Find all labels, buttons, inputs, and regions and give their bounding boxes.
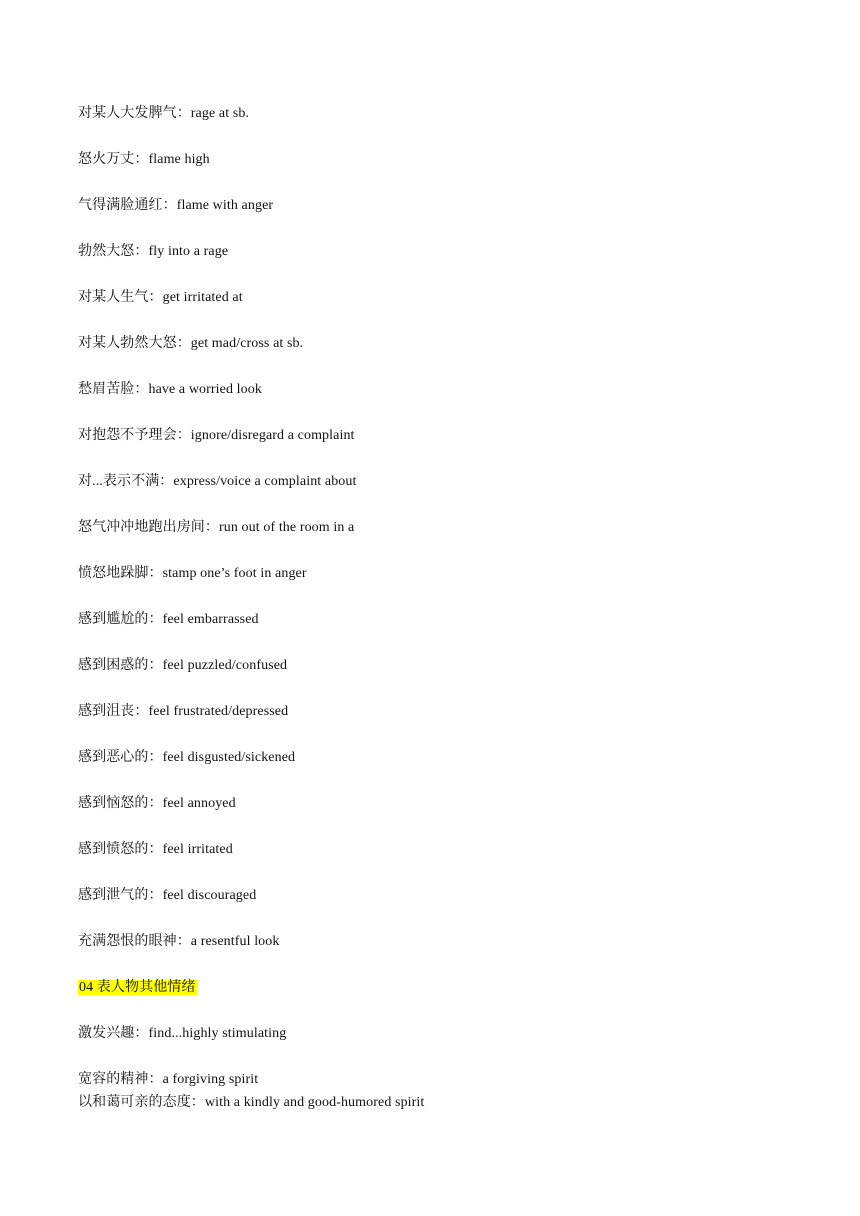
vocab-line-discouraged: 感到泄气的：feel discouraged: [78, 888, 257, 903]
vocab-line-embarrassed: 感到尴尬的：feel embarrassed: [78, 612, 259, 627]
vocab-line-voice-complaint: 对...表示不满：express/voice a complaint about: [78, 474, 357, 489]
vocab-line-disgusted: 感到恶心的：feel disgusted/sickened: [78, 750, 296, 765]
section-heading: [78, 979, 197, 997]
vocab-line-run-out: 怒气冲冲地跑出房间：run out of the room in a: [78, 520, 355, 535]
vocab-line-forgiving: 宽容的精神：a forgiving spirit: [78, 1072, 259, 1087]
vocab-line-annoyed: 感到恼怒的：feel annoyed: [78, 796, 236, 811]
vocab-line-frustrated: 感到沮丧：feel frustrated/depressed: [78, 704, 289, 719]
vocab-line-good-humored: 以和蔼可亲的态度：with a kindly and good-humored spirit: [78, 1095, 425, 1110]
vocab-line-resentful: 充满怨恨的眼神：a resentful look: [78, 934, 280, 949]
vocab-line-rage: 对某人大发脾气：rage at sb.: [78, 106, 250, 121]
vocab-line-stamp-foot: 愤怒地跺脚：stamp one’s foot in anger: [78, 566, 307, 581]
vocab-line-flame-high: 怒火万丈：flame high: [78, 152, 210, 167]
section-heading-highlight: 04 表人物其他情绪: [79, 980, 196, 995]
vocab-line-irritated-at: 对某人生气：get irritated at: [78, 290, 243, 305]
vocab-line-worried-look: 愁眉苦脸：have a worried look: [78, 382, 262, 397]
vocab-line-puzzled: 感到困惑的：feel puzzled/confused: [78, 658, 288, 673]
vocab-line-fly-rage: 勃然大怒：fly into a rage: [78, 244, 229, 259]
vocab-line-irritated: 感到愤怒的：feel irritated: [78, 842, 233, 857]
vocab-line-mad-cross: 对某人勃然大怒：get mad/cross at sb.: [78, 336, 304, 351]
vocab-line-ignore-complaint: 对抱怨不予理会：ignore/disregard a complaint: [78, 428, 355, 443]
vocab-line-flame-anger: 气得满脸通红：flame with anger: [78, 198, 274, 213]
vocab-line-stimulating: 激发兴趣：find...highly stimulating: [78, 1026, 287, 1041]
